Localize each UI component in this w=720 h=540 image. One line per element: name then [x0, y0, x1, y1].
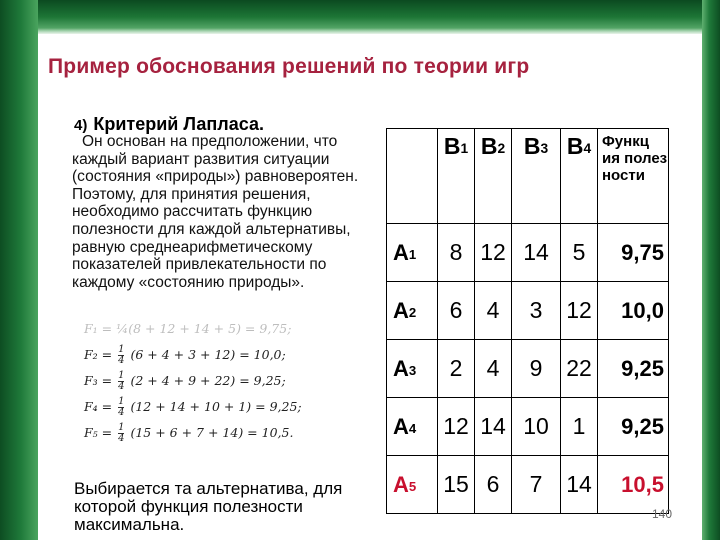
fraction [118, 371, 124, 392]
table-cell: 15 [438, 456, 475, 514]
fraction-denominator: 4 [118, 433, 125, 444]
column-index: 4 [583, 141, 592, 157]
row-letter: A [393, 297, 409, 323]
formula-f4-expr: (12 + 14 + 10 + 1) = 9,25; [130, 399, 302, 414]
formula-f5-expr: (15 + 6 + 7 + 14) = 10,5. [130, 425, 294, 440]
formula-f3: F₃ = $\frac{1}{4}$ (2 + 4 + 9 + 22) = 9,25; [84, 370, 286, 392]
utility-value: 9,25 [598, 398, 669, 456]
table-cell: 6 [475, 456, 512, 514]
formula-f2: F₂ = $\frac{1}{4}$ (6 + 4 + 3 + 12) = 10,0; [84, 344, 286, 366]
utility-column-header: Функц ия полез ности [598, 129, 669, 224]
criterion-heading [74, 114, 264, 135]
table-cell: 1 [561, 398, 598, 456]
top-border-decoration [38, 0, 702, 34]
table-cell: 5 [561, 224, 598, 282]
formula-f3-label: F₃ [84, 373, 98, 388]
formula-f5: F₅ = $\frac{1}{4}$ (15 + 6 + 7 + 14) = 10,5. [84, 422, 294, 444]
row-index: 5 [408, 478, 417, 494]
table-row [387, 398, 669, 456]
utility-value: 9,75 [598, 224, 669, 282]
column-header-b4 [561, 129, 598, 224]
formula-f5-label: F₅ [84, 425, 98, 440]
row-header-a1 [387, 224, 438, 282]
description-rest: что каждый вариант развития ситуации (состояния «природы») равновероятен. Поэтому, для принятия решения, необходимо рассчитать функцию полезности для каждой альтернативы, равную среднеарифметическому показателей привлекательности по каждому «состоянию природы». [72, 133, 359, 291]
right-border-decoration [702, 0, 720, 540]
criterion-title: Критерий Лапласа. [93, 114, 264, 134]
column-index: 1 [460, 141, 469, 157]
fraction-numerator: 1 [118, 344, 125, 355]
fraction-denominator: 4 [118, 381, 125, 392]
fraction [118, 345, 124, 366]
column-letter: B [443, 133, 461, 159]
fraction-numerator: 1 [118, 396, 125, 407]
column-letter: B [566, 133, 584, 159]
column-letter: B [523, 133, 541, 159]
table-cell: 14 [561, 456, 598, 514]
formula-f4-label: F₄ [84, 399, 98, 414]
utility-value: 10,0 [598, 282, 669, 340]
row-index: 4 [408, 420, 417, 436]
table-row [387, 340, 669, 398]
utility-value: 9,25 [598, 340, 669, 398]
page-number: 140 [652, 507, 673, 521]
column-index: 2 [497, 141, 506, 157]
left-border-decoration [0, 0, 38, 540]
table-row-best [387, 456, 669, 514]
column-header-b3 [512, 129, 561, 224]
table-cell: 4 [475, 340, 512, 398]
column-header-b1 [438, 129, 475, 224]
table-cell: 14 [475, 398, 512, 456]
fraction [118, 397, 124, 418]
formula-f3-expr: (2 + 4 + 9 + 22) = 9,25; [130, 373, 286, 388]
table-cell: 12 [561, 282, 598, 340]
formula-f4: F₄ = $\frac{1}{4}$ (12 + 14 + 10 + 1) = 9,25; [84, 396, 302, 418]
table-cell: 7 [512, 456, 561, 514]
fraction-denominator: 4 [118, 355, 125, 366]
row-index: 2 [408, 304, 417, 320]
table-cell: 10 [512, 398, 561, 456]
formula-f2-expr: (6 + 4 + 3 + 12) = 10,0; [130, 347, 286, 362]
fraction-numerator: 1 [118, 370, 125, 381]
column-letter: B [480, 133, 498, 159]
table-cell: 3 [512, 282, 561, 340]
table-cell: 12 [475, 224, 512, 282]
row-index: 1 [408, 246, 417, 262]
row-header-a2 [387, 282, 438, 340]
row-letter: A [393, 413, 409, 439]
table-cell: 9 [512, 340, 561, 398]
row-letter: A [393, 471, 409, 497]
conclusion-text: Выбирается та альтернатива, для которой функция полезности максимальна. [74, 479, 343, 534]
table-row [387, 224, 669, 282]
table-cell: 12 [438, 398, 475, 456]
slide-title: Пример обоснования решений по теории игр [48, 55, 530, 78]
table-cell: 8 [438, 224, 475, 282]
description-first-line: Он основан на предположении, [82, 133, 310, 150]
row-index: 3 [408, 362, 417, 378]
fraction-numerator: 1 [118, 422, 125, 433]
column-header-b2 [475, 129, 512, 224]
table-cell: 14 [512, 224, 561, 282]
criterion-number: 4) [74, 117, 88, 134]
row-letter: A [393, 239, 409, 265]
payoff-table [386, 128, 669, 514]
table-cell: 4 [475, 282, 512, 340]
formula-f2-label: F₂ [84, 347, 98, 362]
table-header-row [387, 129, 669, 224]
formula-f1: F₁ = ¼(8 + 12 + 14 + 5) = 9,75; [84, 321, 292, 336]
utility-value-best: 10,5 [598, 456, 669, 514]
table-cell: 22 [561, 340, 598, 398]
table-row [387, 282, 669, 340]
formula-block [84, 318, 324, 446]
table-cell: 6 [438, 282, 475, 340]
corner-cell [387, 129, 438, 224]
fraction [118, 423, 124, 444]
table-cell: 2 [438, 340, 475, 398]
fraction-denominator: 4 [118, 407, 125, 418]
row-header-a5 [387, 456, 438, 514]
criterion-description [72, 133, 372, 291]
row-header-a3 [387, 340, 438, 398]
row-letter: A [393, 355, 409, 381]
row-header-a4 [387, 398, 438, 456]
column-index: 3 [540, 141, 549, 157]
